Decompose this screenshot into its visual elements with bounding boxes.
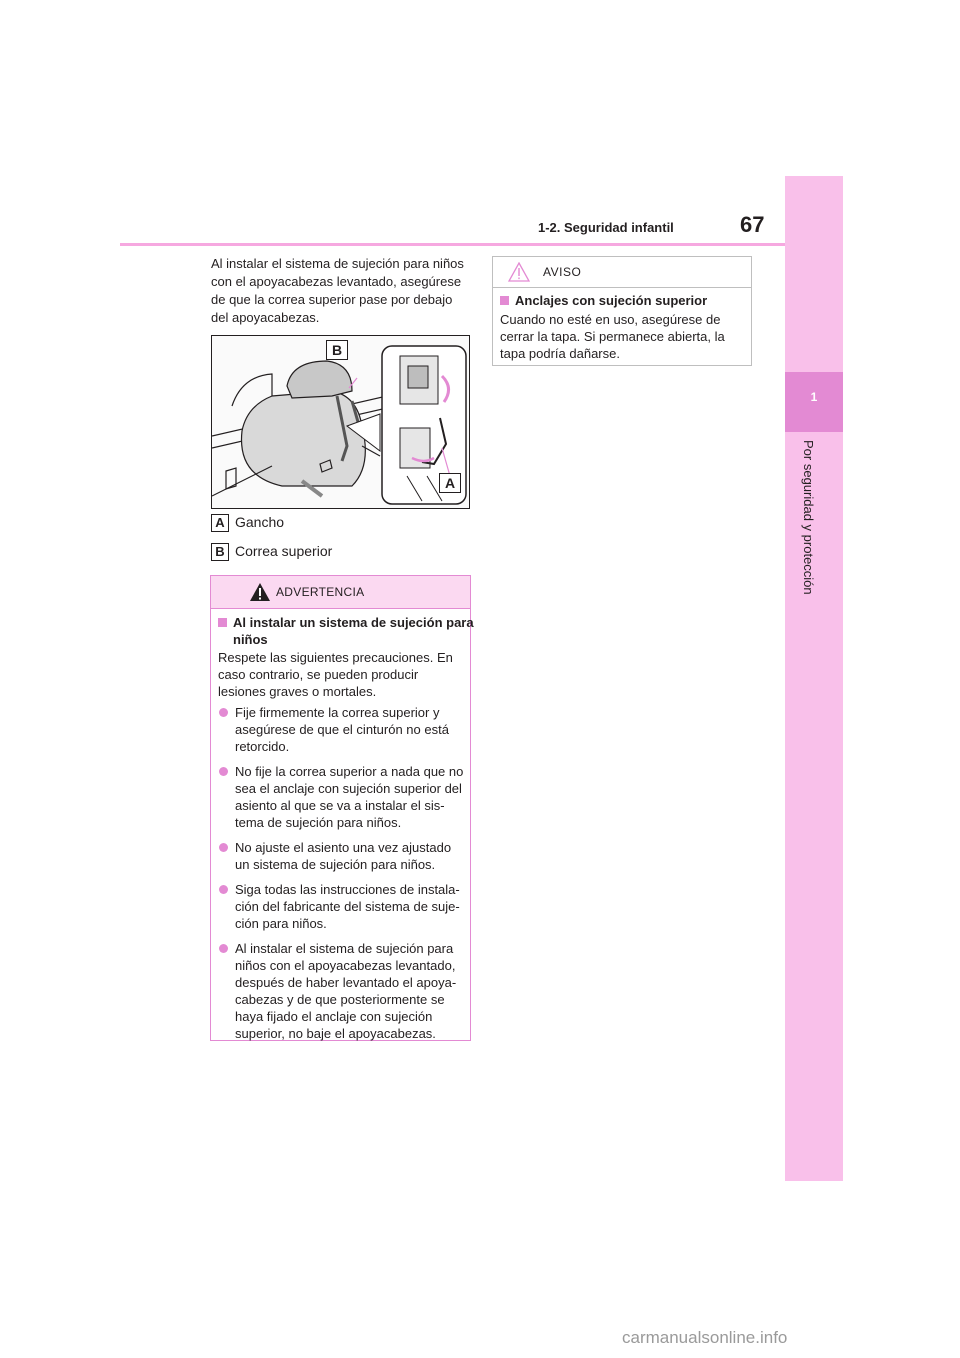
top-tether-illustration <box>211 335 470 509</box>
warning-header <box>211 576 470 609</box>
warning-item-text: Siga todas las instrucciones de instala-ción del fabricante del sistema de suje-ción para niños. <box>235 882 460 931</box>
warning-item <box>218 940 464 1042</box>
legend-key-a: A <box>211 514 229 532</box>
legend-item-a <box>211 514 284 534</box>
round-bullet-icon <box>219 708 228 717</box>
legend-key-b: B <box>211 543 229 561</box>
warning-item-text: No fije la correa superior a nada que no sea el anclaje con sujeción superior del asiento al que se va a instalar el sis-tema de sujeción para niños. <box>235 764 464 830</box>
notice-heading <box>500 292 746 309</box>
warning-lead: Respete las siguientes precauciones. En caso contrario, se pueden producir lesiones graves o mortales. <box>218 650 453 699</box>
round-bullet-icon <box>219 944 228 953</box>
warning-list <box>218 704 464 1042</box>
warning-item-text: Al instalar el sistema de sujeción para niños con el apoyacabezas levantado, después de haber levantado el apoya-cabezas y de que posteriormente se haya fijado el anclaje con sujeción superior, no baje el apoyacabezas. <box>235 941 457 1041</box>
round-bullet-icon <box>219 843 228 852</box>
caution-triangle-icon <box>508 262 530 282</box>
warning-heading-text: Al instalar un sistema de sujeción para niños <box>233 615 474 647</box>
round-bullet-icon <box>219 885 228 894</box>
warning-heading <box>218 614 479 648</box>
footer-watermark: carmanualsonline.info <box>622 1328 788 1347</box>
callout-b-label: B <box>326 340 348 360</box>
chapter-label <box>800 440 820 640</box>
warning-title: ADVERTENCIA <box>276 585 365 599</box>
seat-illustration-svg <box>212 336 469 508</box>
chapter-label-text: Por seguridad y protección <box>801 440 816 595</box>
notice-text: Cuando no esté en uso, asegúrese de cerrar la tapa. Si permanece abierta, la tapa podría dañarse. <box>500 312 725 361</box>
warning-item <box>218 763 464 831</box>
notice-box <box>492 256 752 366</box>
page-number: 67 <box>740 212 765 237</box>
square-bullet-icon <box>218 618 227 627</box>
header-rule <box>120 243 785 246</box>
square-bullet-icon <box>500 296 509 305</box>
section-title: 1-2. Seguridad infantil <box>538 220 674 235</box>
warning-item-text: Fije firmemente la correa superior y asegúrese de que el cinturón no está retorcido. <box>235 705 449 754</box>
notice-title: AVISO <box>543 265 582 279</box>
chapter-number: 1 <box>810 390 818 404</box>
legend-item-b <box>211 543 332 563</box>
notice-heading-text: Anclajes con sujeción superior <box>515 293 708 308</box>
warning-item <box>218 881 464 932</box>
legend-label-a: Gancho <box>235 514 285 530</box>
callout-a-label: A <box>439 473 461 493</box>
legend-label-b: Correa superior <box>235 543 333 559</box>
warning-box <box>210 575 474 1041</box>
warning-item-text: No ajuste el asiento una vez ajustado un sistema de sujeción para niños. <box>235 840 452 872</box>
notice-header <box>493 257 751 288</box>
warning-item <box>218 704 464 755</box>
chapter-side-tab <box>785 176 843 1181</box>
warning-item <box>218 839 464 873</box>
intro-paragraph: Al instalar el sistema de sujeción para niños con el apoyacabezas levantado, asegúrese de que la correa superior pase por debajo del apoyacabezas. <box>211 256 464 325</box>
warning-triangle-icon <box>249 582 271 602</box>
round-bullet-icon <box>219 767 228 776</box>
